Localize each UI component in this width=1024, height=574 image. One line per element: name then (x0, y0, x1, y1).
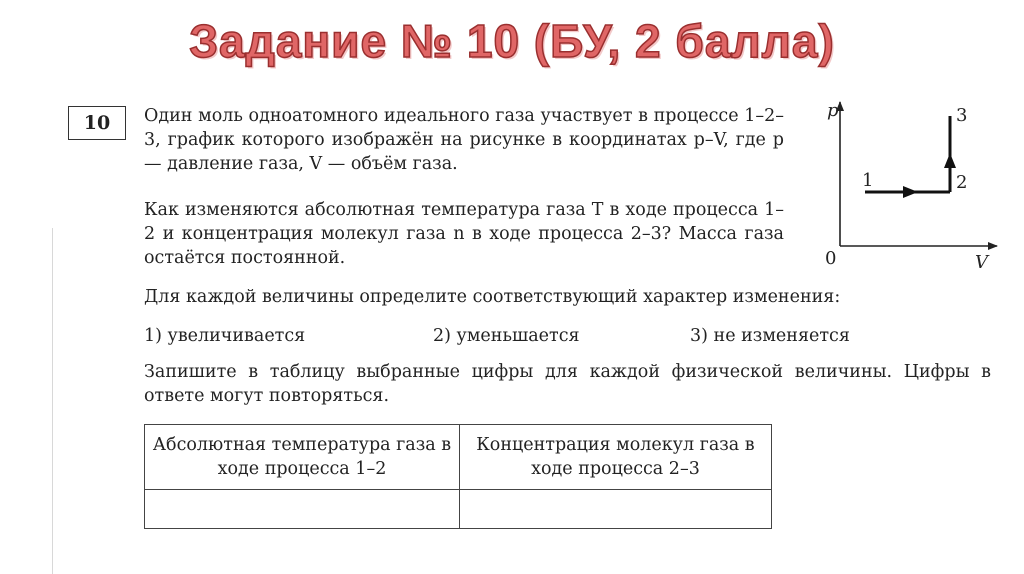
arrow-2-3-icon (944, 153, 956, 168)
option-increases: 1) увеличивается (144, 326, 306, 346)
point-3-label: 3 (956, 105, 968, 126)
answer-table-header-temperature: Абсолютная температура газа в ходе процесса 1–2 (145, 425, 460, 490)
arrow-1-2-icon (903, 186, 918, 198)
task-number-box: 10 (68, 106, 126, 140)
answer-table (144, 424, 772, 529)
task-paragraph-4: Запишите в таблицу выбранные цифры для каждой физической величины. Цифры в ответе могут повторяться. (144, 362, 991, 406)
answer-cell-temperature[interactable] (145, 490, 460, 529)
p-axis-label: p (827, 100, 839, 121)
answer-table-header-concentration: Концентрация молекул газа в ходе процесса 2–3 (459, 425, 771, 490)
option-decreases: 2) уменьшается (433, 326, 580, 346)
point-1-label: 1 (862, 170, 874, 191)
task-paragraph-2: Как изменяются абсолютная температура газа T в ходе процесса 1–2 и концентрация молекул газа n в ходе процесса 2–3? Масса газа остаётся постоянной. (144, 200, 784, 268)
pv-diagram (815, 92, 1005, 272)
task-paragraph-3: Для каждой величины определите соответствующий характер изменения: (144, 287, 841, 307)
slide-title: Задание № 10 (БУ, 2 балла) (189, 15, 835, 67)
v-axis-label: V (975, 252, 988, 272)
point-2-label: 2 (956, 172, 968, 193)
origin-label: 0 (825, 248, 837, 269)
answer-cell-concentration[interactable] (459, 490, 771, 529)
option-unchanged: 3) не изменяется (690, 326, 850, 346)
decorative-divider (52, 228, 53, 574)
task-paragraph-1: Один моль одноатомного идеального газа участвует в процессе 1–2–3, график которого изображён на рисунке в координатах p–V, где p — давление газа, V — объём газа. (144, 106, 784, 174)
